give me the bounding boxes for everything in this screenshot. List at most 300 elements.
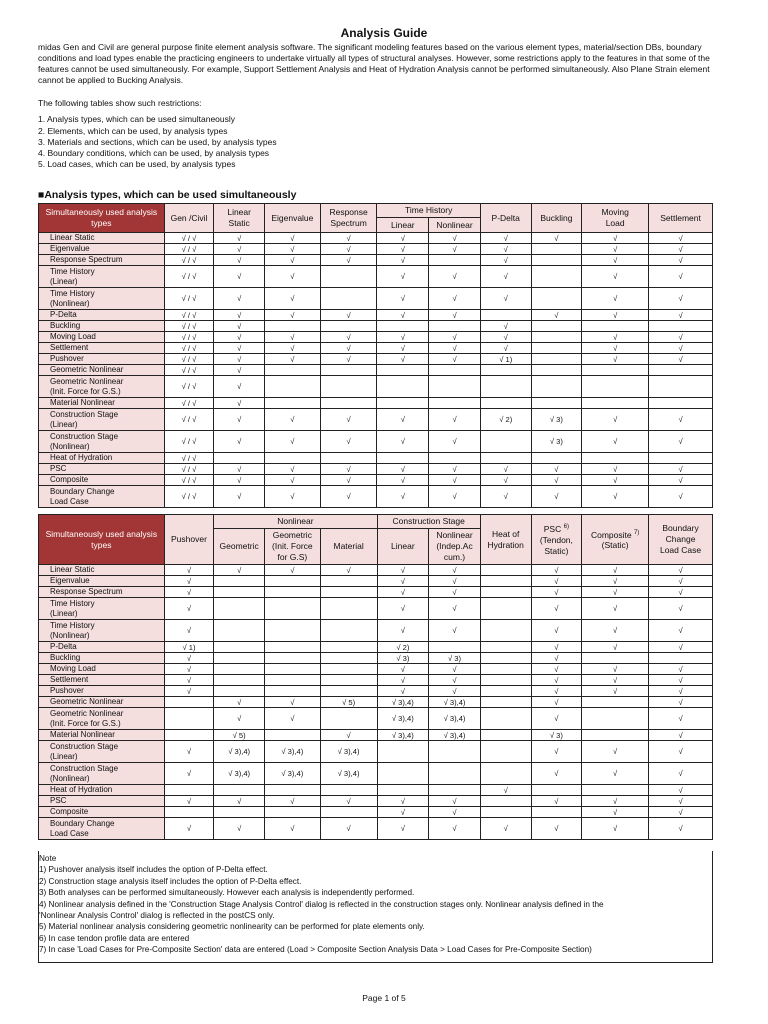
table-cell: √ — [429, 332, 481, 343]
table-cell: √ — [649, 343, 713, 354]
table-cell: √ — [264, 697, 320, 708]
table-cell: √ — [265, 431, 321, 453]
table-cell — [214, 686, 265, 697]
table-cell: √ — [531, 565, 582, 576]
row-label: Time History (Linear) — [39, 598, 165, 620]
header-boundary-change: Boundary Change Load Case — [649, 515, 713, 565]
table-cell: √ — [377, 354, 429, 365]
table-row — [39, 741, 713, 763]
header-th-nonlinear: Nonlinear — [429, 218, 481, 233]
table-cell: √ — [377, 464, 429, 475]
header-gen-civil: Gen /Civil — [164, 204, 214, 233]
row-label: Boundary Change Load Case — [39, 486, 165, 508]
table-cell: √ — [480, 244, 531, 255]
table-cell — [214, 576, 265, 587]
note-line: 7) In case 'Load Cases for Pre-Composite Section' data are entered (Load > Composite Section Analysis Data > Load Cases for Pre-Composite Section) — [39, 945, 592, 955]
table-cell — [265, 453, 321, 464]
table-cell: √ — [377, 686, 429, 697]
table-cell: √ — [429, 244, 481, 255]
table-cell: √ — [214, 475, 265, 486]
row-label: Moving Load — [39, 664, 165, 675]
table-cell: √ — [214, 244, 265, 255]
note-line: 'Nonlinear Analysis Control' dialog is reflected in the postCS only. — [39, 911, 275, 921]
table-cell: √ — [164, 565, 214, 576]
table-cell — [480, 310, 531, 321]
table-cell — [582, 376, 649, 398]
row-label: Composite — [39, 475, 165, 486]
restriction-item: 4. Boundary conditions, which can be used, by analysis types — [38, 148, 270, 159]
header-construction-stage: Construction Stage — [377, 515, 480, 529]
composite-sub: (Static) — [601, 540, 629, 551]
table-cell — [531, 343, 582, 354]
note-line: 3) Both analyses can be performed simultaneously. However each analysis is independently performed. — [39, 888, 415, 898]
table-cell: √ — [377, 475, 429, 486]
header-buckling: Buckling — [531, 204, 582, 233]
table-cell — [264, 576, 320, 587]
table-cell: √ — [582, 464, 649, 475]
table-row — [39, 763, 713, 785]
table-cell: √ — [164, 686, 214, 697]
row-label: Moving Load — [39, 332, 165, 343]
table-cell: √ — [320, 354, 377, 365]
table-cell — [164, 785, 214, 796]
table-cell — [480, 365, 531, 376]
row-label: Heat of Hydration — [39, 785, 165, 796]
table-cell — [480, 453, 531, 464]
table-cell: √ — [582, 686, 649, 697]
table-cell — [320, 620, 377, 642]
table-cell: √ 3),4) — [377, 697, 429, 708]
table-cell: √ — [429, 354, 481, 365]
table-row — [39, 664, 713, 675]
table-cell: √ — [320, 464, 377, 475]
note-line: 4) Nonlinear analysis defined in the 'Construction Stage Analysis Control' dialog is reflected in the construction stages only. Nonlinear analysis defined in the — [39, 899, 604, 909]
header-cs-linear: Linear — [377, 529, 429, 565]
table-cell: √ — [649, 266, 713, 288]
table-cell: √ — [377, 233, 429, 244]
table-cell: √ — [582, 255, 649, 266]
header-settlement: Settlement — [649, 204, 713, 233]
table-cell: √ — [377, 244, 429, 255]
table-cell — [214, 598, 265, 620]
table-cell: √ — [265, 266, 321, 288]
table-cell — [320, 321, 377, 332]
table-cell — [214, 620, 265, 642]
table-cell — [531, 255, 582, 266]
table-cell: √ — [429, 475, 481, 486]
header-th-linear: Linear — [377, 218, 429, 233]
table-cell: √ — [649, 741, 713, 763]
table-cell — [214, 653, 265, 664]
notes-box — [38, 851, 713, 963]
table-cell — [429, 785, 481, 796]
table-cell: √ — [582, 642, 649, 653]
table-cell: √ — [531, 686, 582, 697]
table-cell: √ / √ — [164, 453, 214, 464]
table-cell: √ 3),4) — [214, 763, 265, 785]
table-cell: √ — [582, 620, 649, 642]
table-cell — [264, 587, 320, 598]
table-cell: √ — [649, 587, 713, 598]
table-cell: √ / √ — [164, 431, 214, 453]
table-cell: √ — [429, 796, 481, 807]
table-cell — [429, 398, 481, 409]
table-cell: √ — [531, 763, 582, 785]
table-row — [39, 807, 713, 818]
table-cell: √ — [164, 598, 214, 620]
table-cell: √ — [480, 343, 531, 354]
table-cell: √ — [214, 233, 265, 244]
table-cell: √ / √ — [164, 332, 214, 343]
table-cell — [214, 807, 265, 818]
table-cell — [531, 807, 582, 818]
table-cell: √ — [582, 310, 649, 321]
table-cell: √ — [265, 464, 321, 475]
table-cell — [480, 730, 531, 741]
table-cell: √ — [582, 431, 649, 453]
table-cell: √ — [164, 741, 214, 763]
table-cell: √ — [265, 354, 321, 365]
header-cs-nonlinear: Nonlinear (Indep.Ac cum.) — [429, 529, 481, 565]
table-cell: √ — [320, 486, 377, 508]
table-cell — [265, 398, 321, 409]
table-row — [39, 453, 713, 464]
table-cell: √ — [531, 664, 582, 675]
table-cell: √ — [531, 697, 582, 708]
table-cell: √ — [429, 233, 481, 244]
row-label: Buckling — [39, 653, 165, 664]
table-cell — [582, 365, 649, 376]
table-cell: √ — [164, 796, 214, 807]
table-cell — [582, 321, 649, 332]
table-cell: √ — [429, 431, 481, 453]
table-cell: √ — [320, 332, 377, 343]
table-cell: √ — [164, 587, 214, 598]
table-cell: √ — [320, 796, 377, 807]
row-label: Settlement — [39, 675, 165, 686]
table-cell: √ — [649, 576, 713, 587]
table-cell: √ 3),4) — [429, 697, 481, 708]
table-row — [39, 233, 713, 244]
table-cell: √ — [582, 343, 649, 354]
table-cell: √ — [429, 807, 481, 818]
table-cell: √ — [531, 620, 582, 642]
table-cell — [582, 453, 649, 464]
table-cell: √ — [214, 365, 265, 376]
table-cell — [265, 376, 321, 398]
table-row — [39, 486, 713, 508]
table-cell: √ — [582, 796, 649, 807]
table-cell — [531, 365, 582, 376]
table-cell — [264, 664, 320, 675]
table-cell: √ — [265, 409, 321, 431]
table-cell — [480, 642, 531, 653]
table-cell: √ — [649, 785, 713, 796]
table-cell — [582, 708, 649, 730]
table-row — [39, 708, 713, 730]
table-cell — [531, 376, 582, 398]
table-cell: √ — [531, 486, 582, 508]
table-cell: √ — [582, 475, 649, 486]
table-cell: √ — [429, 486, 481, 508]
table-cell: √ — [649, 708, 713, 730]
table-cell: √ — [320, 409, 377, 431]
table-cell — [649, 453, 713, 464]
table-cell — [582, 730, 649, 741]
table-cell: √ / √ — [164, 376, 214, 398]
table-cell: √ — [214, 708, 265, 730]
table-cell: √ — [320, 244, 377, 255]
table-cell — [480, 376, 531, 398]
table-cell: √ — [582, 244, 649, 255]
table-cell: √ — [429, 664, 481, 675]
table-cell: √ — [649, 332, 713, 343]
table-row — [39, 796, 713, 807]
table-cell: √ — [377, 796, 429, 807]
table-cell — [320, 664, 377, 675]
table-row — [39, 266, 713, 288]
table-cell — [264, 730, 320, 741]
table-cell — [429, 255, 481, 266]
table-cell: √ — [377, 431, 429, 453]
table-row — [39, 321, 713, 332]
table-row — [39, 686, 713, 697]
table-cell: √ — [649, 244, 713, 255]
table-cell: √ / √ — [164, 464, 214, 475]
table-row — [39, 343, 713, 354]
table-cell: √ — [649, 288, 713, 310]
table-cell: √ 3),4) — [429, 708, 481, 730]
header-nonlinear: Nonlinear — [214, 515, 377, 529]
header-linear-static: Linear Static — [214, 204, 265, 233]
table-cell — [320, 708, 377, 730]
table-cell: √ — [582, 565, 649, 576]
table-cell: √ — [214, 464, 265, 475]
table-cell — [480, 398, 531, 409]
row-label: P-Delta — [39, 642, 165, 653]
table-cell: √ — [480, 486, 531, 508]
table-cell — [649, 376, 713, 398]
table-cell: √ — [377, 343, 429, 354]
table-cell: √ — [429, 343, 481, 354]
table-cell — [649, 398, 713, 409]
table-cell: √ — [649, 475, 713, 486]
table-cell: √ — [214, 332, 265, 343]
table-cell: √ — [377, 818, 429, 840]
table-cell — [649, 653, 713, 664]
table-cell: √ — [649, 675, 713, 686]
table-cell — [264, 642, 320, 653]
table-cell: √ — [265, 310, 321, 321]
header-material: Material — [320, 529, 377, 565]
table-cell — [320, 785, 377, 796]
table-cell: √ — [582, 409, 649, 431]
table-cell — [320, 453, 377, 464]
table-cell — [480, 686, 531, 697]
table-cell — [265, 365, 321, 376]
table-cell: √ 3),4) — [264, 741, 320, 763]
table-cell: √ 3),4) — [320, 763, 377, 785]
table-cell: √ — [582, 266, 649, 288]
table-cell — [377, 763, 429, 785]
restriction-item: 5. Load cases, which can be used, by analysis types — [38, 159, 236, 170]
table-cell: √ — [531, 475, 582, 486]
table-cell: √ 3) — [531, 730, 582, 741]
table-cell — [480, 587, 531, 598]
table-cell: √ — [265, 332, 321, 343]
table-cell — [531, 453, 582, 464]
analysis-table-2 — [38, 514, 713, 840]
table-cell: √ / √ — [164, 398, 214, 409]
table-cell: √ — [649, 818, 713, 840]
table-cell: √ — [214, 255, 265, 266]
table-cell: √ — [320, 431, 377, 453]
table-cell: √ — [214, 354, 265, 365]
table-cell: √ — [429, 587, 481, 598]
table-cell: √ — [264, 708, 320, 730]
table-cell — [480, 741, 531, 763]
corner-header: Simultaneously used analysis types — [39, 515, 165, 565]
table-cell: √ — [214, 409, 265, 431]
row-label: Construction Stage (Linear) — [39, 409, 165, 431]
table-cell: √ — [531, 587, 582, 598]
header-heat-of-hydration: Heat of Hydration — [480, 515, 531, 565]
table-cell — [377, 741, 429, 763]
table-cell — [264, 675, 320, 686]
page-footer: Page 1 of 5 — [362, 993, 406, 1003]
header-moving-load: Moving Load — [582, 204, 649, 233]
table-cell — [429, 642, 481, 653]
table-cell — [264, 620, 320, 642]
table-row — [39, 398, 713, 409]
table-cell: √ — [649, 642, 713, 653]
table-cell: √ — [377, 620, 429, 642]
table-cell: √ 3),4) — [429, 730, 481, 741]
restrictions-list — [38, 98, 277, 171]
table-cell — [320, 288, 377, 310]
table-cell — [214, 664, 265, 675]
restriction-item: 2. Elements, which can be used, by analysis types — [38, 125, 228, 136]
table-cell: √ — [377, 675, 429, 686]
table-cell: √ — [582, 233, 649, 244]
row-label: Eigenvalue — [39, 244, 165, 255]
table-cell: √ — [265, 343, 321, 354]
table-cell — [320, 598, 377, 620]
table-row — [39, 255, 713, 266]
table-cell — [214, 587, 265, 598]
table-cell: √ — [649, 620, 713, 642]
table-cell: √ — [377, 486, 429, 508]
table-cell — [480, 576, 531, 587]
table-cell: √ — [429, 576, 481, 587]
psc-label: PSC — [543, 523, 562, 534]
table-cell — [264, 785, 320, 796]
restriction-item: 3. Materials and sections, which can be used, by analysis types — [38, 136, 277, 147]
table-cell: √ — [582, 332, 649, 343]
composite-label: Composite — [590, 529, 632, 540]
row-label: Construction Stage (Nonlinear) — [39, 763, 165, 785]
table-cell: √ — [377, 587, 429, 598]
table-cell — [531, 266, 582, 288]
table-row — [39, 310, 713, 321]
restrictions-intro: The following tables show such restrictions: — [38, 98, 202, 108]
table-cell: √ — [377, 288, 429, 310]
table-cell — [429, 453, 481, 464]
table-cell — [480, 675, 531, 686]
table-cell — [320, 653, 377, 664]
table-row — [39, 354, 713, 365]
table-cell: √ — [649, 796, 713, 807]
row-label: Settlement — [39, 343, 165, 354]
table-cell: √ — [214, 266, 265, 288]
table-cell: √ — [265, 255, 321, 266]
table-cell: √ 3),4) — [214, 741, 265, 763]
table-cell — [480, 431, 531, 453]
table-cell — [480, 653, 531, 664]
table-cell: √ — [480, 464, 531, 475]
table-cell — [264, 686, 320, 697]
table-row — [39, 365, 713, 376]
table-cell — [480, 708, 531, 730]
table-cell: √ 3),4) — [264, 763, 320, 785]
table-cell: √ — [214, 310, 265, 321]
table-cell: √ — [429, 266, 481, 288]
row-label: Construction Stage (Linear) — [39, 741, 165, 763]
table-cell: √ — [320, 565, 377, 576]
table-cell: √ — [582, 807, 649, 818]
note-line: 5) Material nonlinear analysis considering geometric nonlinearity can be performed for plate elements only. — [39, 922, 425, 932]
table-cell: √ — [377, 255, 429, 266]
table-cell: √ — [214, 796, 265, 807]
table-cell: √ — [649, 565, 713, 576]
table-cell — [480, 763, 531, 785]
table-cell: √ — [531, 233, 582, 244]
table-cell: √ — [649, 354, 713, 365]
table-cell: √ — [531, 576, 582, 587]
table-cell — [480, 620, 531, 642]
table-cell: √ 1) — [480, 354, 531, 365]
table-cell: √ 1) — [164, 642, 214, 653]
table-cell: √ 3) — [531, 431, 582, 453]
table-cell — [377, 321, 429, 332]
table-cell: √ — [531, 741, 582, 763]
table-cell: √ / √ — [164, 288, 214, 310]
table-cell: √ — [214, 288, 265, 310]
table-cell: √ — [320, 233, 377, 244]
row-label: Buckling — [39, 321, 165, 332]
table-cell — [214, 642, 265, 653]
table-cell: √ — [164, 653, 214, 664]
table-cell: √ — [480, 288, 531, 310]
header-eigenvalue: Eigenvalue — [265, 204, 321, 233]
intro-paragraph: midas Gen and Civil are general purpose finite element analysis software. The significant modeling features based on the various element types, material/section DBs, boundary conditions and load types enable the practicing engineers to undertake virtually all types of structural analyses. However, some restrictions apply to the features in that some of the features cannot be used simultaneously. For example, Support Settlement Analysis and Heat of Hydration Analysis cannot be performed simultaneously. Also Plane Strain element cannot be applied to Bucking Analysis. — [38, 42, 710, 85]
table-cell — [480, 796, 531, 807]
table-cell: √ — [320, 818, 377, 840]
corner-header: Simultaneously used analysis types — [39, 204, 165, 233]
row-label: Geometric Nonlinear — [39, 365, 165, 376]
table-cell — [531, 398, 582, 409]
table-cell — [264, 653, 320, 664]
table-cell: √ — [320, 343, 377, 354]
row-label: Material Nonlinear — [39, 398, 165, 409]
table-cell — [320, 642, 377, 653]
psc-sub: (Tendon, Static) — [539, 534, 573, 556]
table-cell: √ — [214, 321, 265, 332]
table-cell — [429, 741, 481, 763]
table-cell: √ 3),4) — [377, 730, 429, 741]
table-cell — [164, 708, 214, 730]
table-cell: √ / √ — [164, 310, 214, 321]
